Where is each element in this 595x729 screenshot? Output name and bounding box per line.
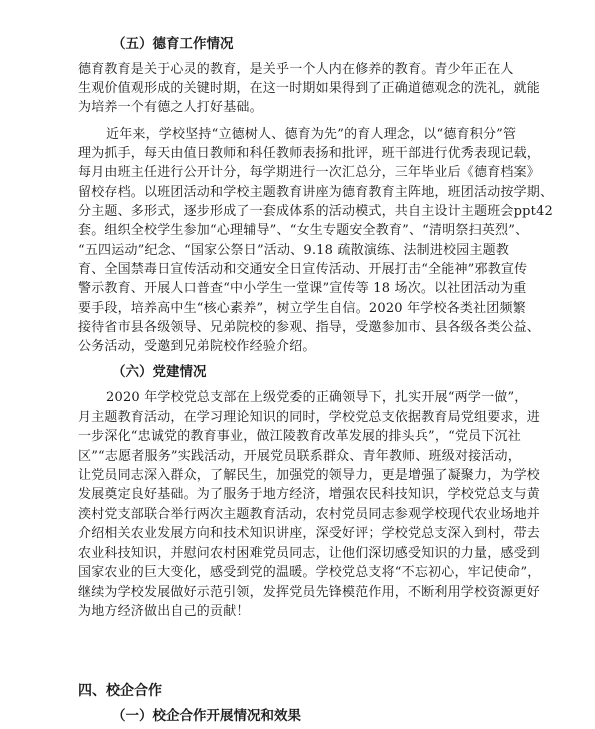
subsection-heading-cooperation: （一）校企合作开展情况和效果 [112, 708, 301, 724]
paragraph-line: 育、全国禁毒日宣传活动和交通安全日宣传活动、开展打击“全能神”邪教宣传 [78, 262, 528, 277]
paragraph-line: 2020 年学校党总支部在上级党委的正确领导下，扎实开展“两学一做”， [106, 390, 528, 405]
paragraph-line: 继续为学校发展做好示范引领，发挥党员先锋模范作用，不断利用学校资源更好 [78, 585, 541, 600]
paragraph-line: 一步深化“忠诚党的教育事业，做江陵教育改革发展的排头兵”，“党员下沉社 [78, 429, 521, 444]
section-heading-party: （六）党建情况 [112, 364, 207, 380]
paragraph-line: 介绍相关农业发展方向和技术知识讲座，深受好评；学校党总支深入到村，带去 [78, 526, 541, 541]
paragraph-line: 警示教育、开展人口普查“中小学生一堂课”宣传等 18 场次。以社团活动为重 [78, 281, 527, 296]
paragraph-line: 生观价值观形成的关键时期，在这一时期如果得到了正确道德观念的洗礼，就能 [78, 81, 541, 96]
paragraph-line: 为地方经济做出自己的贡献！ [78, 604, 250, 619]
paragraph-line: 让党员同志深入群众，了解民生，加强党的领导力，更是增强了凝聚力，为学校 [78, 468, 541, 483]
paragraph-line: 发展奠定良好基础。为了服务于地方经济，增强农民科技知识，学校党总支与黄 [78, 487, 541, 502]
paragraph-line: 要手段，培养高中生“核心素养”，树立学生自信。2020 年学校各类社团频繁 [78, 301, 526, 316]
paragraph-line: “五四运动”纪念、“国家公祭日”活动、9.18 疏散演练、法制进校园主题教 [78, 243, 510, 258]
paragraph-line: 理为抓手，每天由值日教师和科任教师表扬和批评，班干部进行优秀表现记载， [78, 146, 541, 161]
paragraph-line: 分主题、多形式，逐步形成了一套成体系的活动模式，共自主设计主题班会ppt42 [78, 204, 554, 219]
paragraph-line: 每月由班主任进行公开计分，每学期进行一次汇总分，三年毕业后《德育档案》 [78, 165, 541, 180]
paragraph-line: 区”“志愿者服务”实践活动，开展党员联系群众、青年教师、班级对接活动， [78, 449, 521, 464]
paragraph-line: 月主题教育活动，在学习理论知识的同时，学校党总支依据教育局党组要求，进 [78, 410, 541, 425]
paragraph-line: 湙村党支部联合举行两次主题教育活动，农村党员同志参观学校现代农业场地并 [78, 507, 541, 522]
paragraph-line: 为培养一个有德之人打好基础。 [78, 100, 263, 115]
paragraph-line: 国家农业的巨大变化，感受到党的温暖。学校党总支将“不忘初心，牢记使命”， [78, 565, 541, 580]
paragraph-line: 德育教育是关于心灵的教育，是关乎一个人内在修养的教育。青少年正在人 [78, 62, 514, 77]
section-heading-school-enterprise: 四、校企合作 [78, 683, 162, 699]
paragraph-line: 农业科技知识，并慰问农村困难党员同志，让他们深切感受知识的力量，感受到 [78, 546, 541, 561]
paragraph-line: 公务活动，受邀到兄弟院校作经验介绍。 [78, 339, 316, 354]
paragraph-line: 接待省市县各级领导、兄弟院校的参观、指导，受邀参加市、县各级各类公益、 [78, 320, 541, 335]
paragraph-line: 留校存档。以班团活动和学校主题教育讲座为德育教育主阵地，班团活动按学期、 [78, 185, 554, 200]
paragraph-line: 近年来，学校坚持“立德树人、德育为先”的育人理念，以“德育积分”管 [106, 127, 517, 142]
section-heading-moral: （五）德育工作情况 [112, 36, 234, 52]
paragraph-line: 套。组织全校学生参加“心理辅导”、“女生专题安全教育”、“清明祭扫英烈”、 [78, 223, 529, 238]
